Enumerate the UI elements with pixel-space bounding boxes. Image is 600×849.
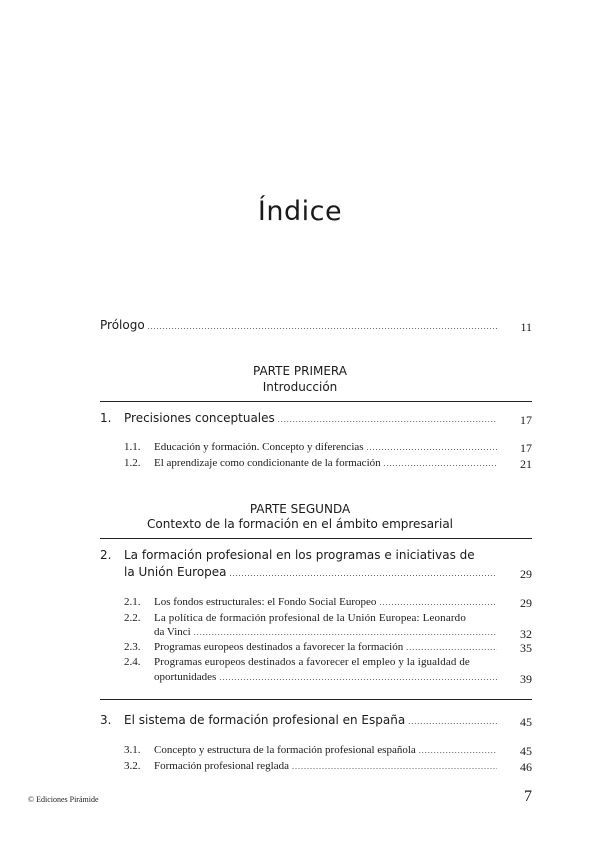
- section-title: Formación profesional reglada: [154, 760, 290, 772]
- toc-page-number: 21: [520, 457, 532, 471]
- section-title-line2: da Vinci: [154, 626, 191, 638]
- toc-page-number: 17: [520, 413, 532, 427]
- chapter-title-line2: la Unión Europea: [124, 565, 227, 579]
- section-number: 1.2.: [124, 457, 141, 469]
- toc-page-number: 11: [520, 320, 532, 334]
- section-title: Los fondos estructurales: el Fondo Social Europeo: [154, 596, 377, 608]
- toc-section-2-4-continued[interactable]: [154, 671, 500, 683]
- toc-section-2-4[interactable]: [124, 656, 500, 668]
- dot-leader: [148, 322, 497, 331]
- section-number: 2.4.: [124, 656, 141, 668]
- toc-page-number: 29: [520, 567, 532, 581]
- toc-section-3-2[interactable]: [124, 760, 500, 772]
- toc-page-number: 29: [520, 596, 532, 610]
- dot-leader: [379, 598, 497, 607]
- toc-page-number: 32: [520, 627, 532, 641]
- toc-page-number: 35: [520, 641, 532, 655]
- section-number: 1.1.: [124, 441, 141, 453]
- publisher-credit: © Ediciones Pirámide: [28, 795, 99, 804]
- part-heading: PARTE PRIMERA: [253, 364, 347, 378]
- chapter-number: 3.: [100, 713, 112, 727]
- section-title: Educación y formación. Concepto y diferencias: [154, 441, 364, 453]
- toc-label: Prólogo: [100, 318, 145, 332]
- dot-leader: [384, 459, 497, 468]
- page-title: Índice: [257, 196, 343, 227]
- toc-page-number: 17: [520, 441, 532, 455]
- dot-leader: [408, 717, 497, 726]
- section-title: Concepto y estructura de la formación profesional española: [154, 744, 416, 756]
- toc-section-3-1[interactable]: [124, 744, 500, 756]
- chapter-title: Precisiones conceptuales: [124, 411, 275, 425]
- toc-chapter-1[interactable]: [100, 411, 500, 425]
- dot-leader: [230, 569, 497, 578]
- toc-section-1-1[interactable]: [124, 441, 500, 453]
- section-title: Programas europeos destinados a favorecer la formación: [154, 641, 404, 653]
- divider: [100, 699, 532, 700]
- divider: [100, 401, 532, 402]
- dot-leader: [219, 673, 497, 682]
- section-title-line2: oportunidades: [154, 671, 217, 683]
- toc-section-2-1[interactable]: [124, 596, 500, 608]
- toc-section-1-2[interactable]: [124, 457, 500, 469]
- toc-page-number: 45: [520, 744, 532, 758]
- toc-section-2-2[interactable]: [124, 612, 500, 624]
- part-subtitle: Contexto de la formación en el ámbito empresarial: [147, 517, 453, 531]
- dot-leader: [406, 643, 497, 652]
- toc-chapter-2-continued[interactable]: [124, 565, 500, 579]
- dot-leader: [292, 762, 497, 771]
- chapter-title-line1: La formación profesional en los programas e iniciativas de: [124, 548, 475, 562]
- section-number: 2.2.: [124, 612, 141, 624]
- chapter-title: El sistema de formación profesional en España: [124, 713, 406, 727]
- divider: [100, 538, 532, 539]
- toc-page-number: 46: [520, 760, 532, 774]
- section-title-line1: La política de formación profesional de la Unión Europea: Leonardo: [154, 612, 466, 624]
- section-number: 3.2.: [124, 760, 141, 772]
- section-title-line1: Programas europeos destinados a favorecer el empleo y la igualdad de: [154, 656, 470, 668]
- section-title: El aprendizaje como condicionante de la formación: [154, 457, 381, 469]
- toc-page-number: 39: [520, 672, 532, 686]
- toc-chapter-3[interactable]: [100, 713, 500, 727]
- section-number: 2.1.: [124, 596, 141, 608]
- toc-page-number: 45: [520, 715, 532, 729]
- page-number: 7: [524, 788, 532, 805]
- section-number: 2.3.: [124, 641, 141, 653]
- dot-leader: [278, 415, 497, 424]
- section-number: 3.1.: [124, 744, 141, 756]
- toc-entry-prologue[interactable]: [100, 318, 500, 332]
- part-subtitle: Introducción: [262, 380, 338, 394]
- chapter-number: 2.: [100, 548, 112, 562]
- dot-leader: [419, 746, 497, 755]
- part-heading: PARTE SEGUNDA: [249, 502, 351, 516]
- toc-section-2-3[interactable]: [124, 641, 500, 653]
- toc-section-2-2-continued[interactable]: [154, 626, 500, 638]
- toc-chapter-2[interactable]: [100, 548, 500, 562]
- dot-leader: [367, 443, 497, 452]
- chapter-number: 1.: [100, 411, 112, 425]
- dot-leader: [194, 628, 497, 637]
